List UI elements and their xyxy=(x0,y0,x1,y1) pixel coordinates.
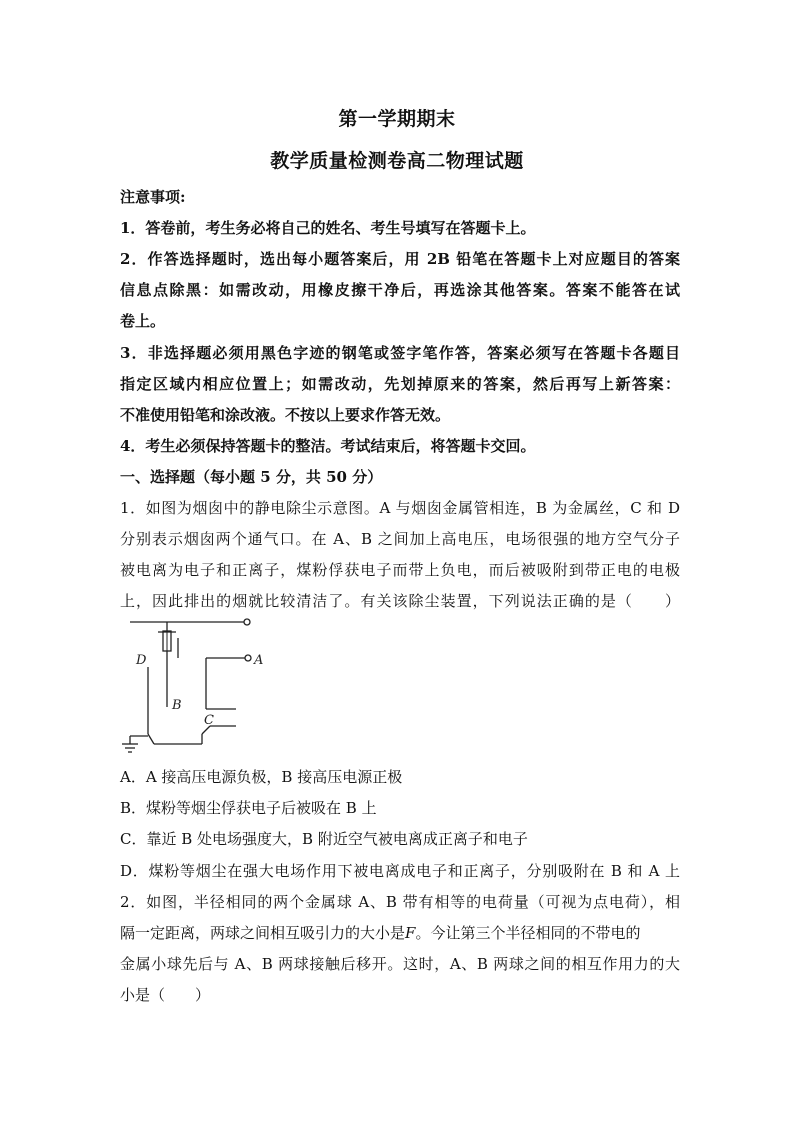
q1-line3: 被电离为电子和正离子，煤粉俘获电子而带上负电，而后被吸附到带正电的电极 xyxy=(120,561,680,579)
force-variable: F xyxy=(405,924,416,942)
note-3-line1: 3．非选择题必须用黑色字迹的钢笔或签字笔作答，答案必须写在答题卡各题目 xyxy=(120,344,680,362)
note-2-line1: 2．作答选择题时，选出每小题答案后，用 2B 铅笔在答题卡上对应题目的答案 xyxy=(120,250,681,268)
q1-option-b: B．煤粉等烟尘俘获电子后被吸在 B 上 xyxy=(120,799,377,817)
q2-line2-post: 。今让第三个半径相同的不带电的 xyxy=(415,924,641,942)
q2-line1: 2．如图，半径相同的两个金属球 A、B 带有相等的电荷量（可视为点电荷），相 xyxy=(120,893,680,911)
q1-option-c: C．靠近 B 处电场强度大，B 附近空气被电离成正离子和电子 xyxy=(120,830,528,848)
note-1: 1．答卷前，考生务必将自己的姓名、考生号填写在答题卡上。 xyxy=(120,219,536,237)
note-2-line3: 卷上。 xyxy=(120,312,166,330)
q1-option-d: D．煤粉等烟尘在强大电场作用下被电离成电子和正离子，分别吸附在 B 和 A 上 xyxy=(120,862,680,880)
chimney-diagram xyxy=(118,612,278,762)
q1-line4: 上，因此排出的烟就比较清洁了。有关该除尘装置，下列说法正确的是（ ） xyxy=(120,592,680,610)
note-4: 4．考生必须保持答题卡的整洁。考试结束后，将答题卡交回。 xyxy=(120,437,536,455)
q2-line3: 金属小球先后与 A、B 两球接触后移开。这时，A、B 两球之间的相互作用力的大 xyxy=(120,955,680,973)
note-2-line2: 信息点除黑：如需改动，用橡皮擦干净后，再选涂其他答案。答案不能答在试 xyxy=(120,281,680,299)
note-3-line2: 指定区域内相应位置上；如需改动，先划掉原来的答案，然后再写上新答案： xyxy=(120,375,680,393)
note-3-line3: 不准使用铅笔和涂改液。不按以上要求作答无效。 xyxy=(120,406,451,424)
section-heading: 一、选择题（每小题 5 分，共 50 分） xyxy=(120,468,383,486)
exam-title-line2: 教学质量检测卷高二物理试题 xyxy=(270,150,524,172)
q1-line1: 1．如图为烟囱中的静电除尘示意图。A 与烟囱金属管相连，B 为金属丝，C 和 D xyxy=(120,499,680,517)
label-a: A xyxy=(254,653,264,668)
q2-line2-pre: 隔一定距离，两球之间相互吸引力的大小是 xyxy=(120,924,406,942)
q2-line4: 小是（ ） xyxy=(120,986,211,1004)
q2-line2 xyxy=(120,923,680,943)
q1-option-a: A．A 接高压电源负极，B 接高压电源正极 xyxy=(120,768,403,786)
label-c: C xyxy=(204,713,214,728)
q1-line2: 分别表示烟囱两个通气口。在 A、B 之间加上高电压，电场很强的地方空气分子 xyxy=(120,530,680,548)
exam-title-line1: 第一学期期末 xyxy=(338,108,456,130)
label-b: B xyxy=(172,698,182,713)
notes-heading: 注意事项: xyxy=(120,188,186,206)
label-d: D xyxy=(136,653,147,668)
